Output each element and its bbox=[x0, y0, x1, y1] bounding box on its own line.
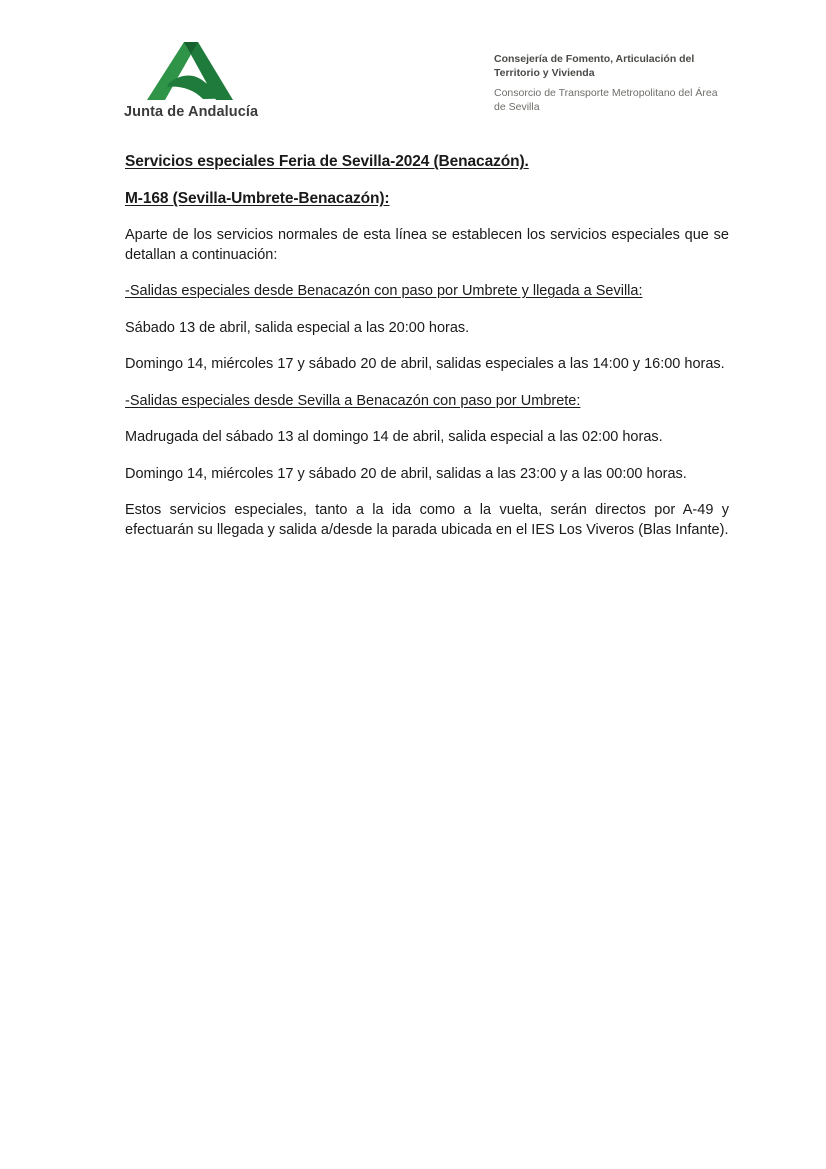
section-heading-benacazon-to-sevilla: -Salidas especiales desde Benacazón con paso por Umbrete y llegada a Sevilla: bbox=[125, 283, 643, 299]
document-title: Servicios especiales Feria de Sevilla-2024 (Benacazón). bbox=[125, 153, 529, 170]
line-heading: M-168 (Sevilla-Umbrete-Benacazón): bbox=[125, 190, 390, 207]
paragraph-closing-note: Estos servicios especiales, tanto a la ida como a la vuelta, serán directos por A-49 y efectuarán su llegada y salida a/desde la parada ubicada en el IES Los Viveros (Blas Infante). bbox=[125, 502, 729, 538]
paragraph-saturday-13: Sábado 13 de abril, salida especial a las 20:00 horas. bbox=[125, 319, 470, 336]
paragraph-sunday-14-return: Domingo 14, miércoles 17 y sábado 20 de abril, salidas a las 23:00 y a las 00:00 horas. bbox=[125, 465, 687, 482]
consejeria-line-2: Territorio y Vivienda bbox=[494, 67, 595, 79]
document-content bbox=[125, 152, 729, 557]
section-heading-sevilla-to-benacazon: -Salidas especiales desde Sevilla a Benacazón con paso por Umbrete: bbox=[125, 392, 581, 409]
consorcio-name bbox=[494, 86, 738, 114]
consorcio-line-2: de Sevilla bbox=[494, 101, 540, 113]
junta-logo-block bbox=[124, 42, 259, 120]
consejeria-name bbox=[494, 52, 738, 80]
paragraph-intro: Aparte de los servicios normales de esta línea se establecen los servicios especiales que se detallan a continuación: bbox=[125, 227, 729, 263]
consejeria-line-1: Consejería de Fomento, Articulación del bbox=[494, 53, 695, 65]
junta-de-andalucia-a-logo-icon bbox=[147, 42, 233, 100]
paragraph-madrugada: Madrugada del sábado 13 al domingo 14 de abril, salida especial a las 02:00 horas. bbox=[125, 429, 663, 445]
org-block bbox=[494, 52, 738, 114]
paragraph-sunday-14-outbound: Domingo 14, miércoles 17 y sábado 20 de abril, salidas especiales a las 14:00 y 16:00 horas. bbox=[125, 356, 725, 372]
brand-name: Junta de Andalucía bbox=[124, 104, 259, 120]
consorcio-line-1: Consorcio de Transporte Metropolitano del Área bbox=[494, 87, 718, 99]
